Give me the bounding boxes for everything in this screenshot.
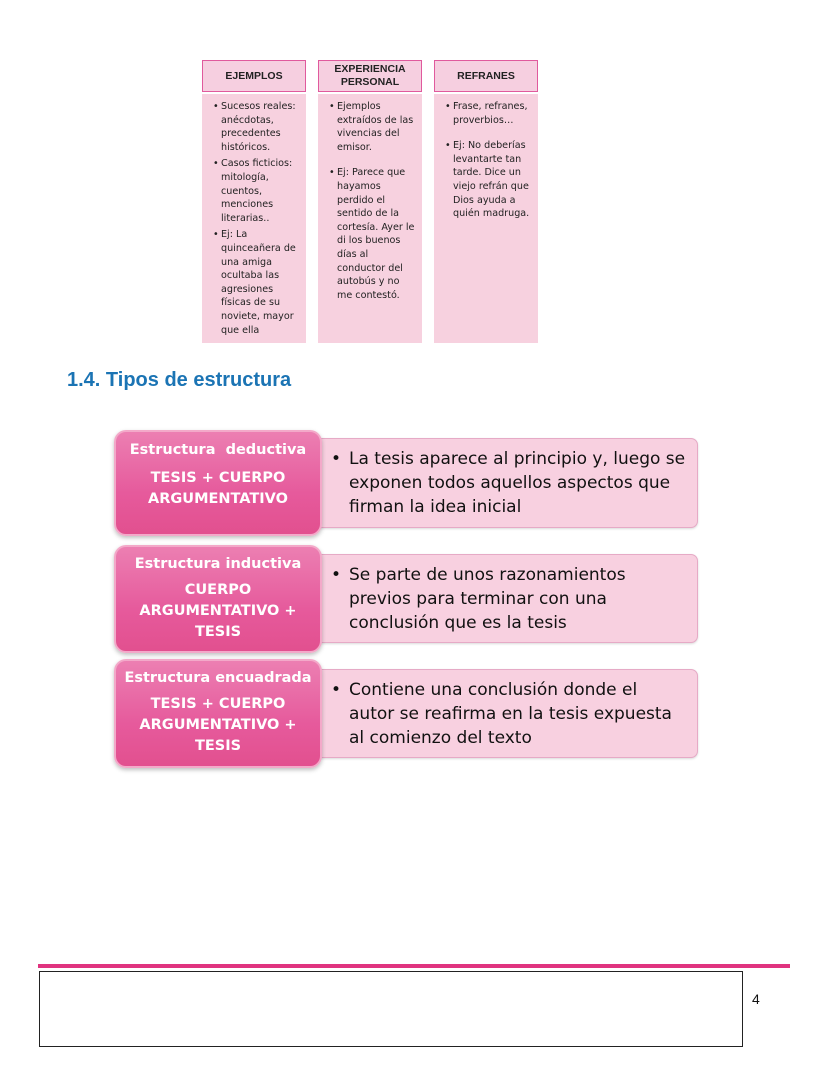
bullet: • xyxy=(331,565,342,585)
structure-description-deductiva xyxy=(300,438,698,528)
list-item: • Ej: La quinceañera de una amiga ocultaba las agresiones físicas de su noviete, mayor que ella xyxy=(221,228,300,337)
structure-description-inductiva xyxy=(300,554,698,643)
column-header-refranes: REFRANES xyxy=(434,60,538,92)
column-header-experiencia-personal: EXPERIENCIA PERSONAL xyxy=(318,60,422,92)
structure-name: Estructura encuadrada xyxy=(124,670,312,686)
list-item: • Ejemplos extraídos de las vivencias del emisor. xyxy=(337,100,416,154)
structure-label-inductiva xyxy=(114,545,322,653)
structure-formula: TESIS + CUERPO ARGUMENTATIVO xyxy=(148,470,288,507)
structure-description-text: La tesis aparece al principio y, luego se exponen todos aquellos aspectos que firman la idea inicial xyxy=(349,449,686,517)
structure-description-text: Se parte de unos razonamientos previos para terminar con una conclusión que es la tesis xyxy=(349,565,626,633)
structure-formula: TESIS + CUERPO ARGUMENTATIVO + TESIS xyxy=(139,696,297,754)
structure-formula: CUERPO ARGUMENTATIVO + TESIS xyxy=(139,582,297,640)
list-item: • Ej: No deberías levantarte tan tarde. Dice un viejo refrán que Dios ayuda a quién madruga. xyxy=(453,139,532,221)
bullet: • xyxy=(331,449,342,469)
footer-box xyxy=(39,971,743,1047)
list-item: • Sucesos reales: anécdotas, precedentes históricos. xyxy=(221,100,300,154)
section-title: 1.4. Tipos de estructura xyxy=(67,369,292,391)
list-item: • Ej: Parece que hayamos perdido el sentido de la cortesía. Ayer le di los buenos días al conductor del autobús y no me contestó. xyxy=(337,166,416,302)
structure-name: Estructura deductiva xyxy=(129,442,307,458)
footer-divider xyxy=(38,964,790,968)
bullet: • xyxy=(331,680,342,700)
structure-label-deductiva xyxy=(114,430,322,536)
column-body-experiencia-personal xyxy=(318,94,422,343)
column-body-refranes xyxy=(434,94,538,343)
column-header-ejemplos: EJEMPLOS xyxy=(202,60,306,92)
column-body-ejemplos xyxy=(202,94,306,343)
structure-label-encuadrada xyxy=(114,659,322,768)
page-number: 4 xyxy=(752,991,760,1007)
structure-description-text: Contiene una conclusión donde el autor se reafirma en la tesis expuesta al comienzo del texto xyxy=(349,680,672,748)
structure-description-encuadrada xyxy=(300,669,698,758)
list-item: • Frase, refranes, proverbios… xyxy=(453,100,532,127)
list-item: • Casos ficticios: mitología, cuentos, menciones literarias.. xyxy=(221,157,300,225)
structure-name: Estructura inductiva xyxy=(134,556,302,572)
